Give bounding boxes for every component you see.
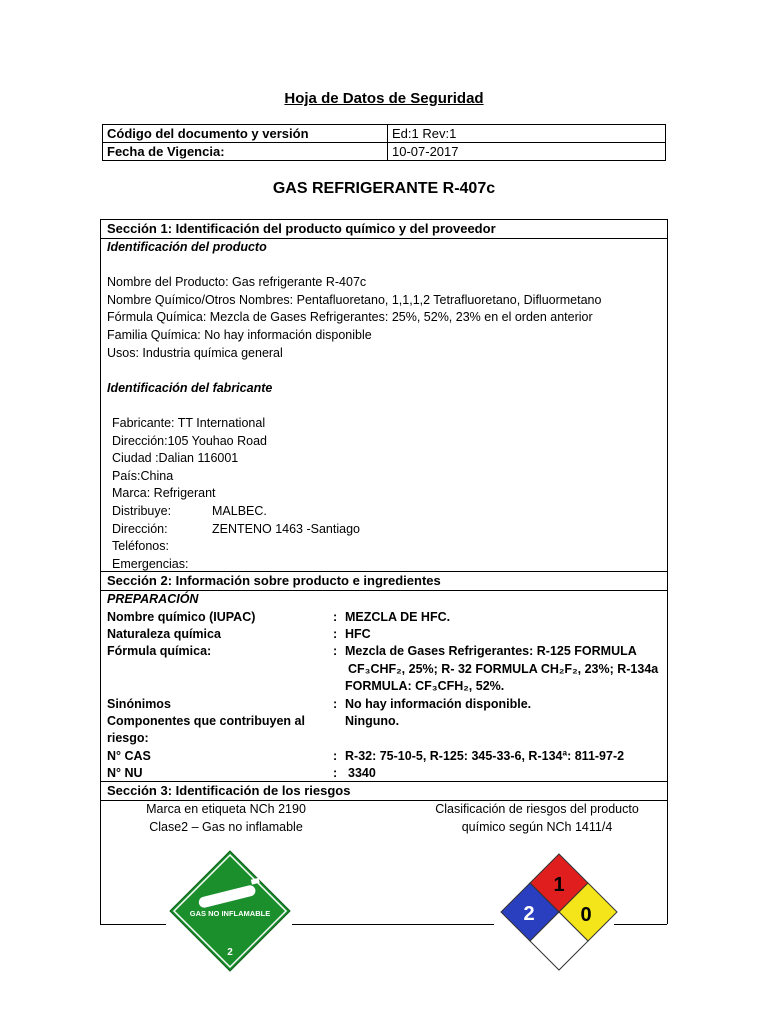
subheading: Identificación del fabricante — [107, 380, 273, 395]
ingredient-value: HFC — [345, 627, 371, 641]
maker-line: Dirección:105 Youhao Road — [112, 433, 267, 448]
ingredient-label — [107, 678, 333, 695]
spacer — [101, 362, 667, 380]
divider — [614, 924, 667, 925]
meta-value: 10-07-2017 — [388, 143, 666, 161]
ingredient-colon — [333, 661, 345, 678]
placard-text: GAS NO INFLAMABLE — [189, 909, 271, 918]
ingredient-row — [101, 748, 667, 765]
document-meta-table — [102, 124, 666, 161]
maker-line: Ciudad :Dalian 116001 — [112, 451, 239, 466]
ingredient-value: MEZCLA DE HFC. — [345, 609, 451, 624]
ingredient-label: Componentes que contribuyen al riesgo: — [107, 714, 305, 746]
ingredient-colon: : — [333, 627, 338, 641]
section-2 — [100, 571, 668, 800]
product-line: Fórmula Química: Mezcla de Gases Refrigerantes: 25%, 52%, 23% en el orden anterior — [107, 310, 593, 325]
ingredient-row — [101, 609, 667, 626]
ingredient-row — [101, 696, 667, 713]
ingredient-label: Naturaleza química — [107, 627, 221, 641]
ingredient-label: Fórmula química: — [107, 644, 212, 659]
distributor-row — [101, 521, 667, 539]
ingredient-colon: : — [333, 766, 338, 781]
non-flammable-gas-placard — [168, 849, 292, 973]
distributor-row — [101, 503, 667, 521]
subheading: PREPARACIÓN — [107, 592, 199, 606]
ingredient-value: Ninguno. — [345, 714, 400, 729]
section-heading: Sección 2: Información sobre producto e ingredientes — [101, 571, 667, 591]
ingredient-colon: : — [333, 748, 338, 763]
ingredient-label — [107, 661, 333, 678]
ingredient-value: Mezcla de Gases Refrigerantes: R-125 FORMULA — [345, 644, 637, 659]
meta-value: Ed:1 Rev:1 — [388, 125, 666, 143]
ingredient-label: Sinónimos — [107, 696, 171, 711]
product-line: Nombre del Producto: Gas refrigerante R-407c — [107, 275, 367, 290]
ingredient-row — [101, 643, 667, 660]
ingredient-row — [101, 626, 667, 643]
risk-labels-row — [101, 819, 667, 837]
product-line: Nombre Químico/Otros Nombres: Pentafluoretano, 1,1,1,2 Tetrafluoretano, Difluormetano — [107, 292, 602, 307]
nfpa-diamond — [500, 853, 618, 971]
distributor-label: Teléfonos: — [112, 539, 169, 554]
ingredient-colon: : — [333, 644, 338, 659]
spacer — [101, 397, 667, 415]
spacer — [101, 257, 667, 275]
ingredient-label: N° CAS — [107, 748, 151, 763]
label-mark-class: Clase2 – Gas no inflamable — [149, 819, 303, 834]
distributor-value: MALBEC. — [212, 503, 267, 518]
nfpa-reactivity-value: 0 — [580, 904, 592, 926]
divider — [292, 924, 494, 925]
placard-class-number: 2 — [227, 947, 233, 958]
label-classification-norm: químico según NCh 1411/4 — [461, 819, 613, 834]
product-line: Usos: Industria química general — [107, 345, 283, 360]
section-heading: Sección 3: Identificación de los riesgos — [101, 781, 667, 801]
section-heading: Sección 1: Identificación del producto químico y del proveedor — [101, 219, 667, 239]
ingredient-colon: : — [333, 609, 338, 624]
ingredient-row — [101, 713, 667, 748]
ingredient-colon — [333, 713, 345, 748]
distributor-label: Emergencias: — [112, 556, 189, 571]
label-classification-title: Clasificación de riesgos del producto — [435, 802, 639, 816]
product-title: GAS REFRIGERANTE R-407c — [272, 180, 496, 197]
ingredient-label: Nombre químico (IUPAC) — [107, 609, 256, 624]
ingredient-value: 3340 — [348, 766, 376, 781]
maker-line: Marca: Refrigerant — [112, 486, 216, 501]
ingredient-label: N° NU — [107, 766, 143, 781]
product-line: Familia Química: No hay información disponible — [107, 327, 372, 342]
ingredient-colon: : — [333, 696, 338, 711]
ingredient-value: FORMULA: CF₃CFH₂, 52%. — [345, 679, 505, 694]
maker-line: País:China — [112, 468, 174, 483]
divider — [100, 924, 166, 925]
distributor-label: Distribuye: — [112, 503, 172, 518]
meta-key: Fecha de Vigencia: — [103, 143, 388, 161]
section-1 — [100, 219, 668, 573]
meta-key: Código del documento y versión — [103, 125, 388, 143]
maker-line: Fabricante: TT International — [112, 415, 266, 430]
ingredient-colon — [333, 678, 345, 695]
ingredient-row — [101, 661, 667, 678]
document-title: Hoja de Datos de Seguridad — [284, 90, 484, 107]
ingredient-value: CF₃CHF₂, 25%; R- 32 FORMULA CH₂F₂, 23%; R-134a — [348, 661, 659, 676]
distributor-value: ZENTENO 1463 -Santiago — [212, 521, 360, 536]
ingredient-value: R-32: 75-10-5, R-125: 345-33-6, R-134ª: 811-97-2 — [345, 748, 625, 763]
ingredient-row — [101, 678, 667, 695]
ingredient-value: No hay información disponible. — [345, 696, 532, 711]
distributor-row — [101, 538, 667, 556]
nfpa-fire-value: 1 — [553, 874, 565, 896]
subheading: Identificación del producto — [107, 240, 267, 254]
table-row — [103, 125, 666, 143]
nfpa-health-value: 2 — [523, 903, 535, 925]
label-mark-title: Marca en etiqueta NCh 2190 — [146, 802, 306, 816]
distributor-label: Dirección: — [112, 521, 168, 536]
risk-labels-row — [101, 801, 667, 819]
table-row — [103, 143, 666, 161]
